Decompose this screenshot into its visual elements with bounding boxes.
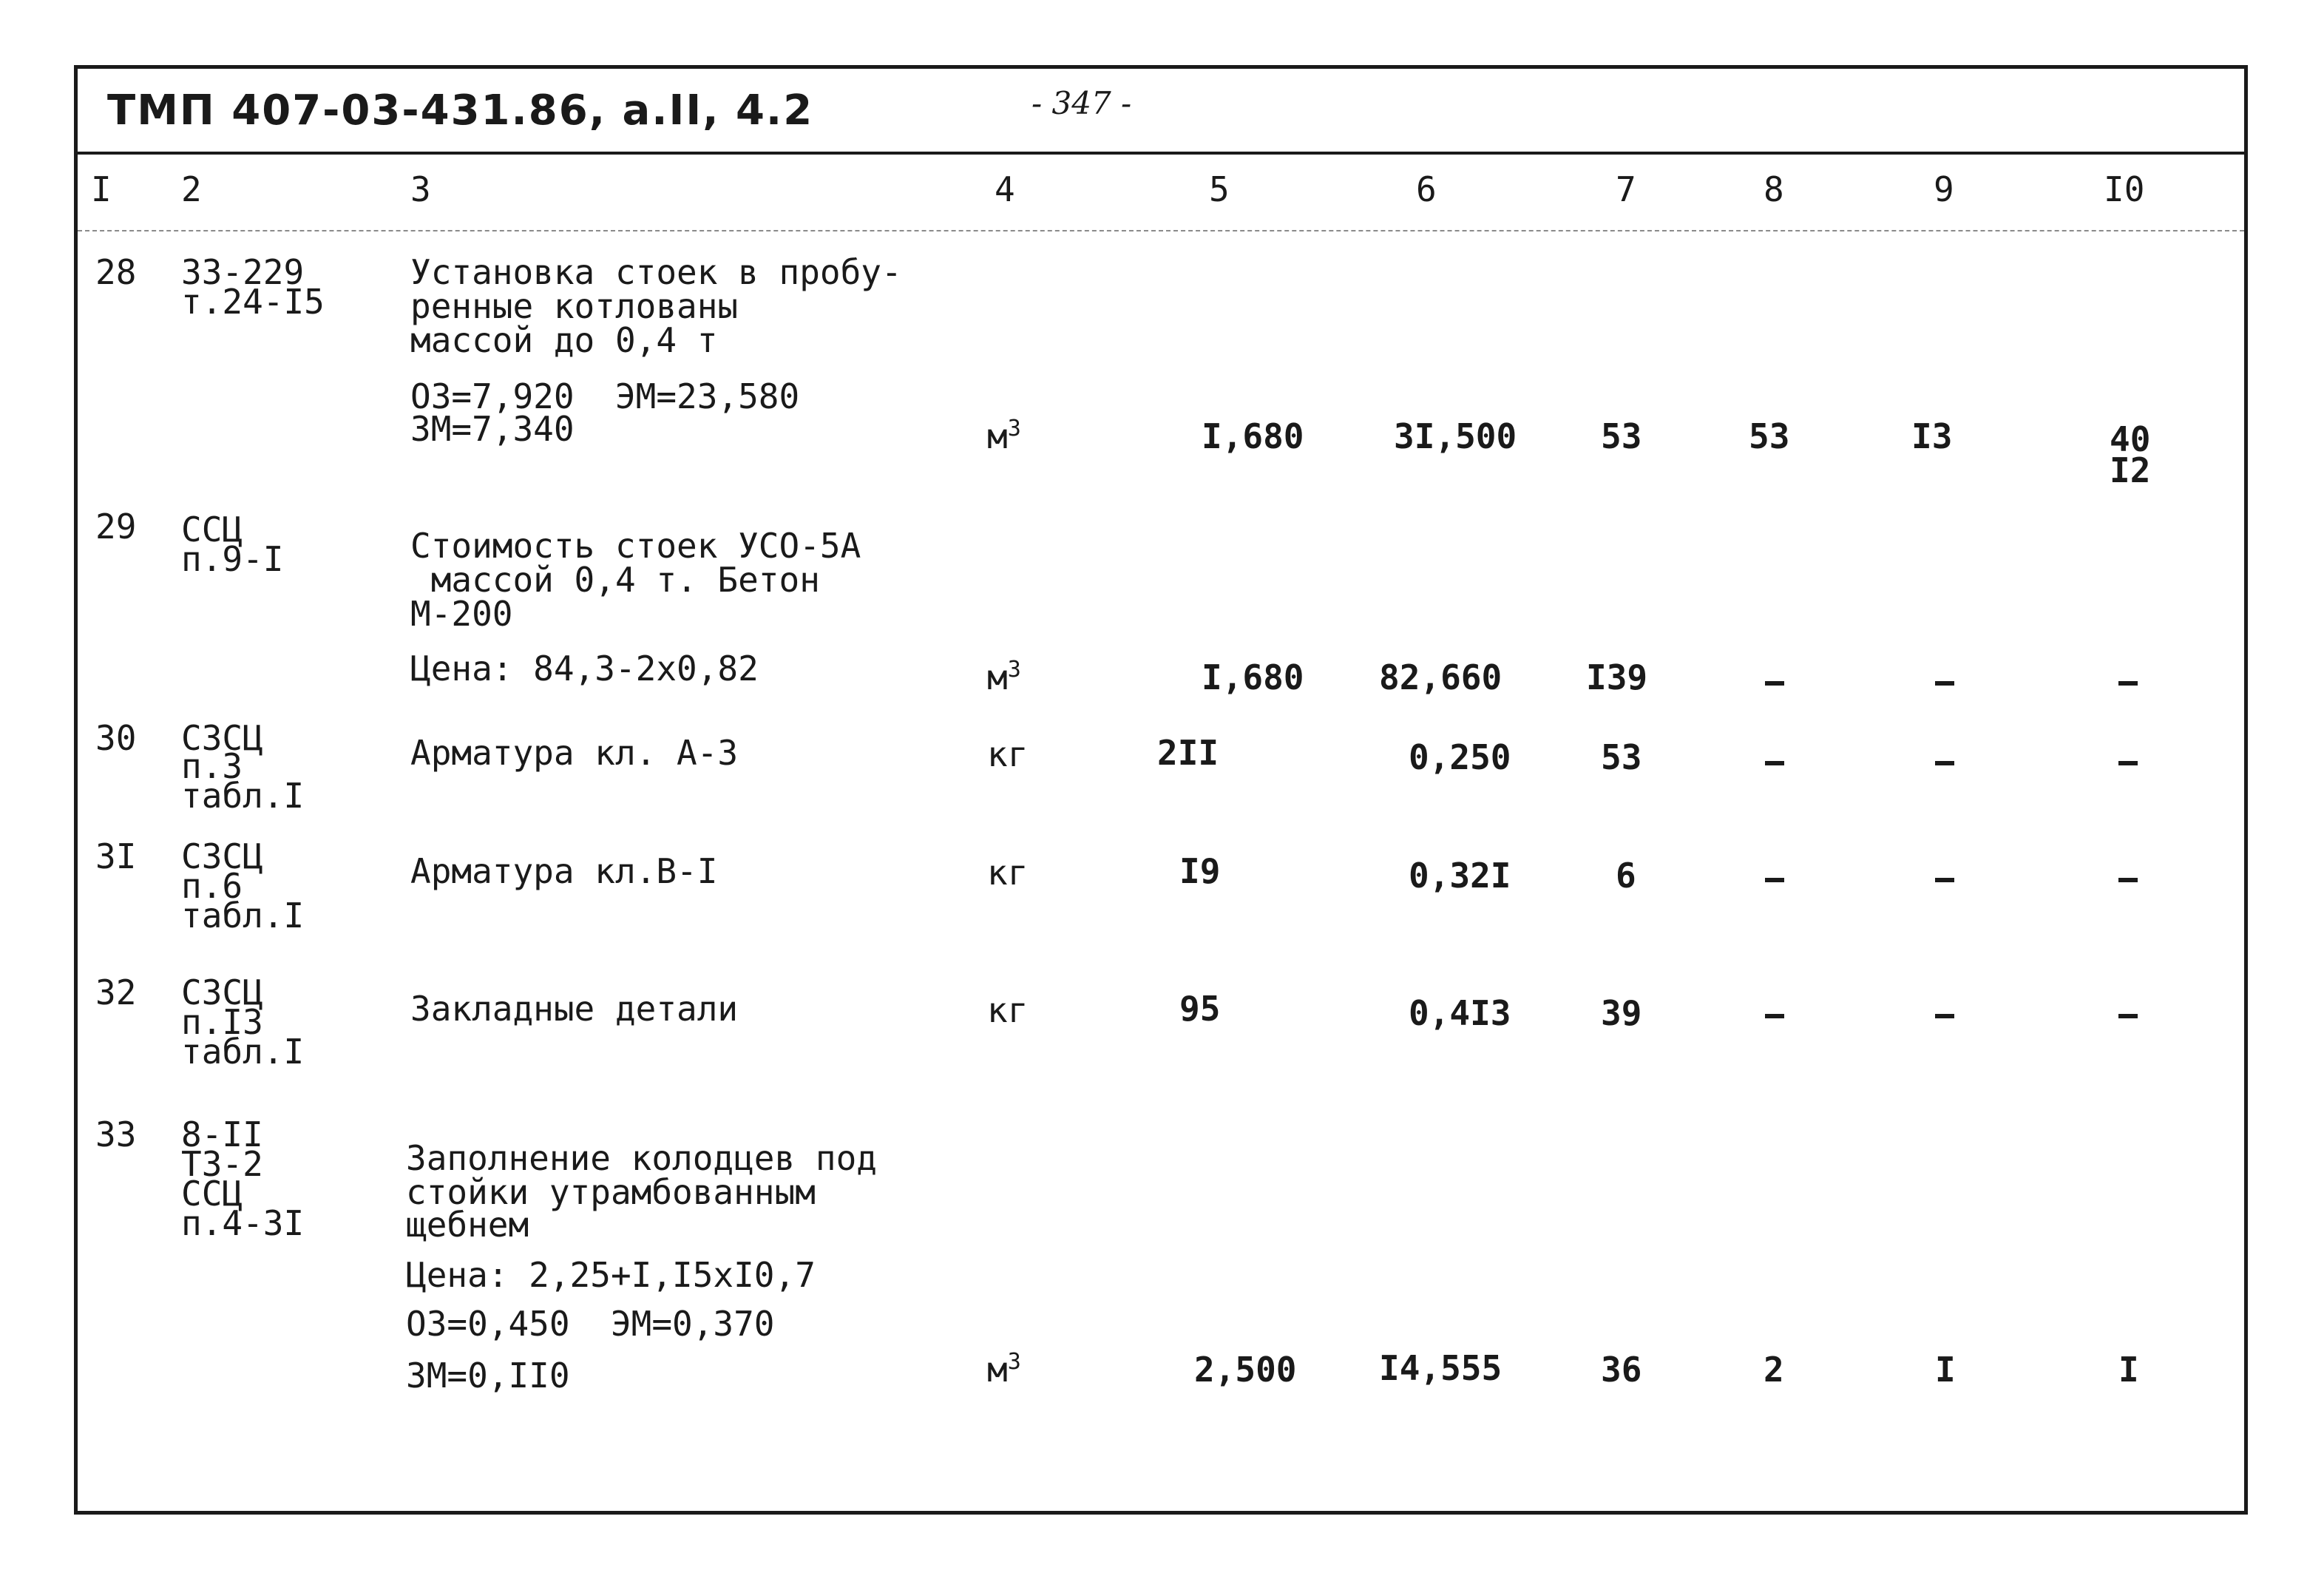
unit-price: 0,250 [1409,737,1511,777]
column-header: 8 [1764,169,1784,209]
norm-reference: табл.I [181,1032,305,1072]
norm-reference: 8-II [181,1114,263,1154]
header-divider [78,152,2244,155]
row-number: 28 [95,252,137,292]
quantity: I9 [1179,851,1221,891]
quantity: 95 [1179,989,1221,1029]
unit: $м^3$ [987,1349,1021,1390]
quantity: 2II [1157,733,1219,773]
empty-value-dash [1765,878,1784,882]
work-description: массой до 0,4 т [410,320,718,360]
column-header: 6 [1416,169,1437,209]
row-number: 29 [95,507,137,547]
column-9-value: I [1935,1350,1956,1390]
column-header: 3 [410,169,431,209]
row-number: 32 [95,972,137,1012]
work-description: массой 0,4 т. Бетон [410,560,820,600]
norm-reference: ССЦ [181,1174,243,1214]
row-number: 33 [95,1114,137,1154]
work-description: ренные котлованы [410,286,739,326]
empty-value-dash [1935,878,1954,882]
column-header: 2 [181,169,202,209]
unit-price: 0,4I3 [1409,993,1511,1033]
column-8-value: 53 [1749,416,1790,456]
quantity: 2,500 [1194,1350,1297,1390]
norm-reference: п.I3 [181,1002,263,1042]
norm-reference: СЗСЦ [181,718,263,758]
empty-value-dash [1765,761,1784,765]
total-cost: 53 [1601,416,1642,456]
empty-value-dash [1935,1014,1954,1018]
column-header: 4 [995,169,1015,209]
norm-reference: табл.I [181,776,305,816]
column-8-value: 2 [1764,1350,1784,1390]
norm-reference: п.4-3I [181,1203,305,1243]
calculation-line: О3=0,450 ЭМ=0,370 [406,1304,775,1344]
norm-reference: СЗСЦ [181,836,263,876]
work-description: Установка стоек в пробу- [410,252,902,292]
quantity: I,680 [1202,416,1304,456]
work-description: М-200 [410,594,513,634]
norm-reference: Т3-2 [181,1144,263,1184]
norm-reference: п.3 [181,746,243,786]
column-header: 5 [1209,169,1230,209]
column-header: 9 [1934,169,1954,209]
quantity: I,680 [1202,657,1304,697]
empty-value-dash [2118,681,2138,686]
total-cost: 6 [1616,856,1636,896]
empty-value-dash [1765,681,1784,686]
unit: $м^3$ [987,416,1021,456]
work-description: Арматура кл.В-I [410,851,718,891]
empty-value-dash [1935,681,1954,686]
column-header-divider [78,230,2244,231]
work-description: Закладные детали [410,989,739,1029]
norm-reference: 33-229 [181,252,305,292]
total-cost: 53 [1601,737,1642,777]
work-description: Стоимость стоек УСО-5А [410,526,861,566]
norm-reference: ССЦ [181,510,243,549]
norm-reference: п.6 [181,866,243,906]
column-header: I0 [2104,169,2145,209]
calculation-line: ЗМ=0,II0 [406,1356,570,1396]
work-description: щебнем [406,1205,529,1245]
empty-value-dash [1765,1014,1784,1018]
empty-value-dash [2118,1014,2138,1018]
column-header: 7 [1616,169,1636,209]
row-number: 3I [95,836,137,876]
column-10-value: I [2118,1350,2139,1390]
calculation-line: Цена: 84,3-2х0,82 [410,649,759,689]
work-description: Арматура кл. А-3 [410,733,739,773]
empty-value-dash [1935,761,1954,765]
unit-price: I4,555 [1379,1348,1503,1388]
column-header: I [91,169,112,209]
column-9-value: I3 [1911,416,1953,456]
total-cost: I39 [1586,657,1648,697]
empty-value-dash [2118,761,2138,765]
page-number: - 347 - [1031,85,1132,121]
row-number: 30 [95,718,137,758]
unit: $м^3$ [987,657,1021,697]
norm-reference: СЗСЦ [181,972,263,1012]
column-10-value: I2 [2110,450,2151,490]
document-code: ТМП 407-03-431.86, а.II, 4.2 [107,87,814,135]
unit: кг [987,990,1029,1030]
norm-reference: табл.I [181,896,305,936]
unit-price: 0,32I [1409,856,1511,896]
calculation-line: Цена: 2,25+I,I5хI0,7 [406,1255,816,1295]
work-description: стойки утрамбованным [406,1172,816,1212]
unit: кг [987,734,1029,774]
total-cost: 39 [1601,993,1642,1033]
unit: кг [987,853,1029,893]
norm-reference: т.24-I5 [181,282,325,322]
column-10-value: 40 [2110,419,2151,459]
document-sheet [74,65,2248,1515]
empty-value-dash [2118,878,2138,882]
calculation-line: ЗМ=7,340 [410,409,575,449]
work-description: Заполнение колодцев под [406,1138,877,1178]
unit-price: 3I,500 [1394,416,1517,456]
norm-reference: п.9-I [181,539,284,579]
unit-price: 82,660 [1379,657,1503,697]
total-cost: 36 [1601,1350,1642,1390]
calculation-line: О3=7,920 ЭМ=23,580 [410,376,800,416]
